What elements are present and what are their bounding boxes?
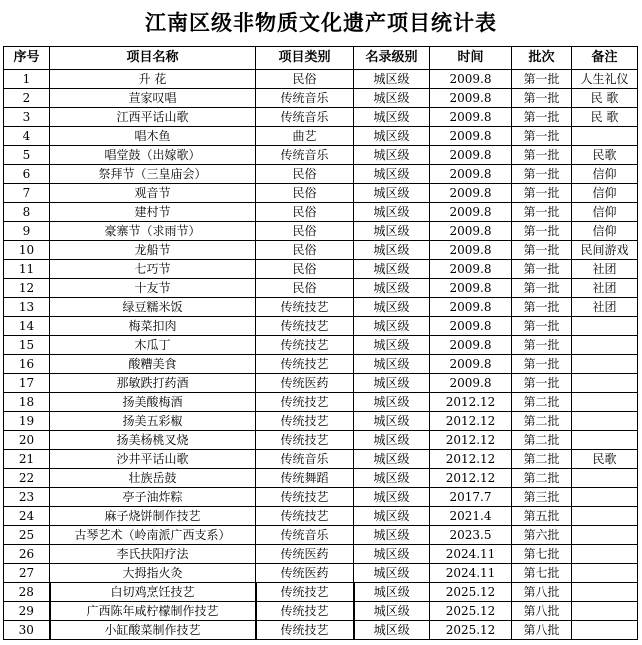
project-name-cell: 绿豆糯米饭 bbox=[50, 298, 256, 317]
listing-level-cell: 城区级 bbox=[354, 431, 430, 450]
remark-cell: 人生礼仪 bbox=[572, 70, 638, 89]
remark-cell: 信仰 bbox=[572, 184, 638, 203]
column-header-batch: 批次 bbox=[512, 47, 572, 70]
table-row bbox=[4, 488, 638, 507]
remark-cell bbox=[572, 355, 638, 374]
row-index-cell: 19 bbox=[4, 412, 50, 431]
listing-level-cell: 城区级 bbox=[354, 621, 430, 640]
project-name-cell: 观音节 bbox=[50, 184, 256, 203]
project-category-cell: 传统技艺 bbox=[256, 317, 354, 336]
row-index-cell: 13 bbox=[4, 298, 50, 317]
project-name-cell: 唱堂鼓（出嫁歌） bbox=[50, 146, 256, 165]
batch-cell: 第一批 bbox=[512, 355, 572, 374]
table-row bbox=[4, 317, 638, 336]
table-row bbox=[4, 89, 638, 108]
listing-level-cell: 城区级 bbox=[354, 355, 430, 374]
table-row bbox=[4, 621, 638, 640]
listing-level-cell: 城区级 bbox=[354, 184, 430, 203]
table-row bbox=[4, 526, 638, 545]
listing-date-cell: 2009.8 bbox=[430, 184, 512, 203]
remark-cell bbox=[572, 621, 638, 640]
table-row bbox=[4, 412, 638, 431]
table-row bbox=[4, 469, 638, 488]
project-category-cell: 传统技艺 bbox=[256, 602, 354, 621]
batch-cell: 第一批 bbox=[512, 336, 572, 355]
row-index-cell: 17 bbox=[4, 374, 50, 393]
listing-level-cell: 城区级 bbox=[354, 127, 430, 146]
listing-level-cell: 城区级 bbox=[354, 412, 430, 431]
table-body bbox=[4, 70, 638, 640]
project-name-cell: 豪寨节（求雨节） bbox=[50, 222, 256, 241]
remark-cell bbox=[572, 583, 638, 602]
row-index-cell: 18 bbox=[4, 393, 50, 412]
remark-cell: 信仰 bbox=[572, 203, 638, 222]
table-row bbox=[4, 222, 638, 241]
column-header-name: 项目名称 bbox=[50, 47, 256, 70]
batch-cell: 第五批 bbox=[512, 507, 572, 526]
row-index-cell: 4 bbox=[4, 127, 50, 146]
row-index-cell: 6 bbox=[4, 165, 50, 184]
row-index-cell: 5 bbox=[4, 146, 50, 165]
column-header-index: 序号 bbox=[4, 47, 50, 70]
listing-level-cell: 城区级 bbox=[354, 241, 430, 260]
listing-level-cell: 城区级 bbox=[354, 108, 430, 127]
table-row bbox=[4, 184, 638, 203]
remark-cell bbox=[572, 602, 638, 621]
listing-level-cell: 城区级 bbox=[354, 602, 430, 621]
listing-level-cell: 城区级 bbox=[354, 222, 430, 241]
remark-cell: 民 歌 bbox=[572, 108, 638, 127]
table-title: 江南区级非物质文化遗产项目统计表 bbox=[145, 10, 497, 35]
row-index-cell: 27 bbox=[4, 564, 50, 583]
listing-level-cell: 城区级 bbox=[354, 89, 430, 108]
project-name-cell: 建村节 bbox=[50, 203, 256, 222]
row-index-cell: 10 bbox=[4, 241, 50, 260]
listing-date-cell: 2009.8 bbox=[430, 298, 512, 317]
listing-level-cell: 城区级 bbox=[354, 336, 430, 355]
listing-level-cell: 城区级 bbox=[354, 450, 430, 469]
project-name-cell: 广西陈年咸柠檬制作技艺 bbox=[50, 602, 256, 621]
row-index-cell: 7 bbox=[4, 184, 50, 203]
batch-cell: 第一批 bbox=[512, 241, 572, 260]
listing-level-cell: 城区级 bbox=[354, 146, 430, 165]
batch-cell: 第八批 bbox=[512, 602, 572, 621]
column-header-category: 项目类别 bbox=[256, 47, 354, 70]
project-name-cell: 扬美五彩椒 bbox=[50, 412, 256, 431]
batch-cell: 第二批 bbox=[512, 412, 572, 431]
project-name-cell: 七巧节 bbox=[50, 260, 256, 279]
row-index-cell: 2 bbox=[4, 89, 50, 108]
batch-cell: 第一批 bbox=[512, 108, 572, 127]
project-category-cell: 传统技艺 bbox=[256, 507, 354, 526]
listing-level-cell: 城区级 bbox=[354, 564, 430, 583]
batch-cell: 第一批 bbox=[512, 203, 572, 222]
project-category-cell: 传统音乐 bbox=[256, 108, 354, 127]
remark-cell bbox=[572, 393, 638, 412]
project-name-cell: 酸糟美食 bbox=[50, 355, 256, 374]
table-row bbox=[4, 260, 638, 279]
row-index-cell: 20 bbox=[4, 431, 50, 450]
project-category-cell: 民俗 bbox=[256, 222, 354, 241]
listing-level-cell: 城区级 bbox=[354, 526, 430, 545]
project-name-cell: 祭拜节（三皇庙会） bbox=[50, 165, 256, 184]
project-category-cell: 传统医药 bbox=[256, 545, 354, 564]
project-category-cell: 传统音乐 bbox=[256, 89, 354, 108]
heritage-table bbox=[3, 46, 638, 640]
project-category-cell: 传统舞蹈 bbox=[256, 469, 354, 488]
listing-level-cell: 城区级 bbox=[354, 488, 430, 507]
listing-date-cell: 2025.12 bbox=[430, 621, 512, 640]
remark-cell bbox=[572, 412, 638, 431]
table-row bbox=[4, 450, 638, 469]
row-index-cell: 24 bbox=[4, 507, 50, 526]
table-row bbox=[4, 564, 638, 583]
project-name-cell: 麻子烧饼制作技艺 bbox=[50, 507, 256, 526]
listing-date-cell: 2023.5 bbox=[430, 526, 512, 545]
project-category-cell: 传统音乐 bbox=[256, 526, 354, 545]
batch-cell: 第二批 bbox=[512, 450, 572, 469]
batch-cell: 第一批 bbox=[512, 374, 572, 393]
batch-cell: 第一批 bbox=[512, 222, 572, 241]
batch-cell: 第二批 bbox=[512, 469, 572, 488]
listing-date-cell: 2009.8 bbox=[430, 336, 512, 355]
remark-cell bbox=[572, 545, 638, 564]
listing-date-cell: 2012.12 bbox=[430, 393, 512, 412]
listing-level-cell: 城区级 bbox=[354, 70, 430, 89]
listing-date-cell: 2012.12 bbox=[430, 431, 512, 450]
project-name-cell: 扬美杨桃叉烧 bbox=[50, 431, 256, 450]
batch-cell: 第二批 bbox=[512, 393, 572, 412]
project-category-cell: 传统技艺 bbox=[256, 488, 354, 507]
listing-level-cell: 城区级 bbox=[354, 165, 430, 184]
row-index-cell: 15 bbox=[4, 336, 50, 355]
listing-level-cell: 城区级 bbox=[354, 298, 430, 317]
batch-cell: 第一批 bbox=[512, 146, 572, 165]
listing-date-cell: 2009.8 bbox=[430, 70, 512, 89]
remark-cell: 信仰 bbox=[572, 165, 638, 184]
listing-date-cell: 2009.8 bbox=[430, 127, 512, 146]
batch-cell: 第一批 bbox=[512, 165, 572, 184]
row-index-cell: 28 bbox=[4, 583, 50, 602]
column-header-remark: 备注 bbox=[572, 47, 638, 70]
batch-cell: 第三批 bbox=[512, 488, 572, 507]
table-row bbox=[4, 298, 638, 317]
project-name-cell: 十友节 bbox=[50, 279, 256, 298]
listing-date-cell: 2009.8 bbox=[430, 241, 512, 260]
project-category-cell: 传统音乐 bbox=[256, 146, 354, 165]
listing-level-cell: 城区级 bbox=[354, 469, 430, 488]
column-header-level: 名录级别 bbox=[354, 47, 430, 70]
batch-cell: 第七批 bbox=[512, 564, 572, 583]
remark-cell bbox=[572, 336, 638, 355]
listing-date-cell: 2012.12 bbox=[430, 469, 512, 488]
table-row bbox=[4, 431, 638, 450]
column-header-date: 时间 bbox=[430, 47, 512, 70]
listing-level-cell: 城区级 bbox=[354, 203, 430, 222]
project-name-cell: 木瓜丁 bbox=[50, 336, 256, 355]
table-row bbox=[4, 507, 638, 526]
listing-date-cell: 2009.8 bbox=[430, 279, 512, 298]
row-index-cell: 14 bbox=[4, 317, 50, 336]
project-category-cell: 传统技艺 bbox=[256, 355, 354, 374]
listing-date-cell: 2009.8 bbox=[430, 165, 512, 184]
listing-date-cell: 2009.8 bbox=[430, 355, 512, 374]
listing-date-cell: 2009.8 bbox=[430, 146, 512, 165]
project-category-cell: 民俗 bbox=[256, 241, 354, 260]
listing-date-cell: 2012.12 bbox=[430, 412, 512, 431]
batch-cell: 第一批 bbox=[512, 298, 572, 317]
remark-cell: 民歌 bbox=[572, 450, 638, 469]
project-category-cell: 民俗 bbox=[256, 165, 354, 184]
remark-cell bbox=[572, 526, 638, 545]
batch-cell: 第二批 bbox=[512, 431, 572, 450]
listing-date-cell: 2025.12 bbox=[430, 583, 512, 602]
project-category-cell: 曲艺 bbox=[256, 127, 354, 146]
table-row bbox=[4, 374, 638, 393]
project-category-cell: 传统技艺 bbox=[256, 298, 354, 317]
remark-cell: 民歌 bbox=[572, 146, 638, 165]
listing-date-cell: 2017.7 bbox=[430, 488, 512, 507]
project-name-cell: 古琴艺术（岭南派广西支系） bbox=[50, 526, 256, 545]
project-name-cell: 沙井平话山歌 bbox=[50, 450, 256, 469]
listing-date-cell: 2021.4 bbox=[430, 507, 512, 526]
row-index-cell: 30 bbox=[4, 621, 50, 640]
project-name-cell: 那敏跌打药酒 bbox=[50, 374, 256, 393]
project-category-cell: 传统技艺 bbox=[256, 412, 354, 431]
listing-date-cell: 2009.8 bbox=[430, 108, 512, 127]
batch-cell: 第一批 bbox=[512, 127, 572, 146]
listing-date-cell: 2025.12 bbox=[430, 602, 512, 621]
batch-cell: 第八批 bbox=[512, 583, 572, 602]
row-index-cell: 8 bbox=[4, 203, 50, 222]
project-name-cell: 壮族岳鼓 bbox=[50, 469, 256, 488]
project-name-cell: 小缸酸菜制作技艺 bbox=[50, 621, 256, 640]
table-row bbox=[4, 108, 638, 127]
project-category-cell: 传统技艺 bbox=[256, 431, 354, 450]
remark-cell bbox=[572, 564, 638, 583]
batch-cell: 第一批 bbox=[512, 184, 572, 203]
batch-cell: 第一批 bbox=[512, 279, 572, 298]
project-name-cell: 唱木鱼 bbox=[50, 127, 256, 146]
project-name-cell: 白切鸡烹饪技艺 bbox=[50, 583, 256, 602]
listing-level-cell: 城区级 bbox=[354, 374, 430, 393]
table-row bbox=[4, 355, 638, 374]
listing-date-cell: 2024.11 bbox=[430, 545, 512, 564]
listing-level-cell: 城区级 bbox=[354, 393, 430, 412]
batch-cell: 第六批 bbox=[512, 526, 572, 545]
table-row bbox=[4, 583, 638, 602]
project-category-cell: 民俗 bbox=[256, 184, 354, 203]
table-row bbox=[4, 336, 638, 355]
project-name-cell: 亭子油炸粽 bbox=[50, 488, 256, 507]
table-row bbox=[4, 165, 638, 184]
table-row bbox=[4, 146, 638, 165]
row-index-cell: 22 bbox=[4, 469, 50, 488]
project-category-cell: 民俗 bbox=[256, 279, 354, 298]
remark-cell: 社团 bbox=[572, 279, 638, 298]
project-category-cell: 传统技艺 bbox=[256, 583, 354, 602]
listing-date-cell: 2009.8 bbox=[430, 374, 512, 393]
remark-cell: 民间游戏 bbox=[572, 241, 638, 260]
listing-level-cell: 城区级 bbox=[354, 317, 430, 336]
table-row bbox=[4, 279, 638, 298]
project-name-cell: 大拇指火灸 bbox=[50, 564, 256, 583]
row-index-cell: 23 bbox=[4, 488, 50, 507]
listing-level-cell: 城区级 bbox=[354, 507, 430, 526]
table-row bbox=[4, 545, 638, 564]
batch-cell: 第八批 bbox=[512, 621, 572, 640]
row-index-cell: 1 bbox=[4, 70, 50, 89]
remark-cell bbox=[572, 127, 638, 146]
row-index-cell: 26 bbox=[4, 545, 50, 564]
remark-cell bbox=[572, 507, 638, 526]
project-category-cell: 传统技艺 bbox=[256, 336, 354, 355]
batch-cell: 第一批 bbox=[512, 89, 572, 108]
remark-cell: 社团 bbox=[572, 298, 638, 317]
listing-level-cell: 城区级 bbox=[354, 583, 430, 602]
project-category-cell: 民俗 bbox=[256, 203, 354, 222]
project-category-cell: 传统技艺 bbox=[256, 393, 354, 412]
project-category-cell: 传统技艺 bbox=[256, 621, 354, 640]
project-name-cell: 江西平话山歌 bbox=[50, 108, 256, 127]
batch-cell: 第一批 bbox=[512, 317, 572, 336]
table-row bbox=[4, 127, 638, 146]
remark-cell: 信仰 bbox=[572, 222, 638, 241]
row-index-cell: 9 bbox=[4, 222, 50, 241]
listing-date-cell: 2012.12 bbox=[430, 450, 512, 469]
project-name-cell: 扬美酸梅酒 bbox=[50, 393, 256, 412]
batch-cell: 第一批 bbox=[512, 70, 572, 89]
table-row bbox=[4, 70, 638, 89]
project-name-cell: 梅菜扣肉 bbox=[50, 317, 256, 336]
remark-cell: 民 歌 bbox=[572, 89, 638, 108]
listing-level-cell: 城区级 bbox=[354, 545, 430, 564]
listing-level-cell: 城区级 bbox=[354, 279, 430, 298]
listing-date-cell: 2009.8 bbox=[430, 222, 512, 241]
remark-cell bbox=[572, 431, 638, 450]
batch-cell: 第一批 bbox=[512, 260, 572, 279]
project-category-cell: 传统医药 bbox=[256, 374, 354, 393]
remark-cell bbox=[572, 374, 638, 393]
listing-date-cell: 2009.8 bbox=[430, 317, 512, 336]
row-index-cell: 12 bbox=[4, 279, 50, 298]
project-name-cell: 荁家叹唱 bbox=[50, 89, 256, 108]
listing-date-cell: 2009.8 bbox=[430, 203, 512, 222]
project-category-cell: 传统医药 bbox=[256, 564, 354, 583]
row-index-cell: 11 bbox=[4, 260, 50, 279]
remark-cell: 社团 bbox=[572, 260, 638, 279]
row-index-cell: 3 bbox=[4, 108, 50, 127]
batch-cell: 第七批 bbox=[512, 545, 572, 564]
row-index-cell: 29 bbox=[4, 602, 50, 621]
listing-date-cell: 2009.8 bbox=[430, 89, 512, 108]
listing-date-cell: 2009.8 bbox=[430, 260, 512, 279]
project-name-cell: 李氏扶阳疗法 bbox=[50, 545, 256, 564]
project-name-cell: 升 花 bbox=[50, 70, 256, 89]
listing-date-cell: 2024.11 bbox=[430, 564, 512, 583]
table-row bbox=[4, 602, 638, 621]
table-row bbox=[4, 203, 638, 222]
table-row bbox=[4, 393, 638, 412]
project-category-cell: 民俗 bbox=[256, 70, 354, 89]
row-index-cell: 25 bbox=[4, 526, 50, 545]
project-name-cell: 龙船节 bbox=[50, 241, 256, 260]
listing-level-cell: 城区级 bbox=[354, 260, 430, 279]
row-index-cell: 21 bbox=[4, 450, 50, 469]
project-category-cell: 传统音乐 bbox=[256, 450, 354, 469]
remark-cell bbox=[572, 488, 638, 507]
table-row bbox=[4, 241, 638, 260]
header-row bbox=[4, 47, 638, 70]
row-index-cell: 16 bbox=[4, 355, 50, 374]
project-category-cell: 民俗 bbox=[256, 260, 354, 279]
remark-cell bbox=[572, 469, 638, 488]
remark-cell bbox=[572, 317, 638, 336]
